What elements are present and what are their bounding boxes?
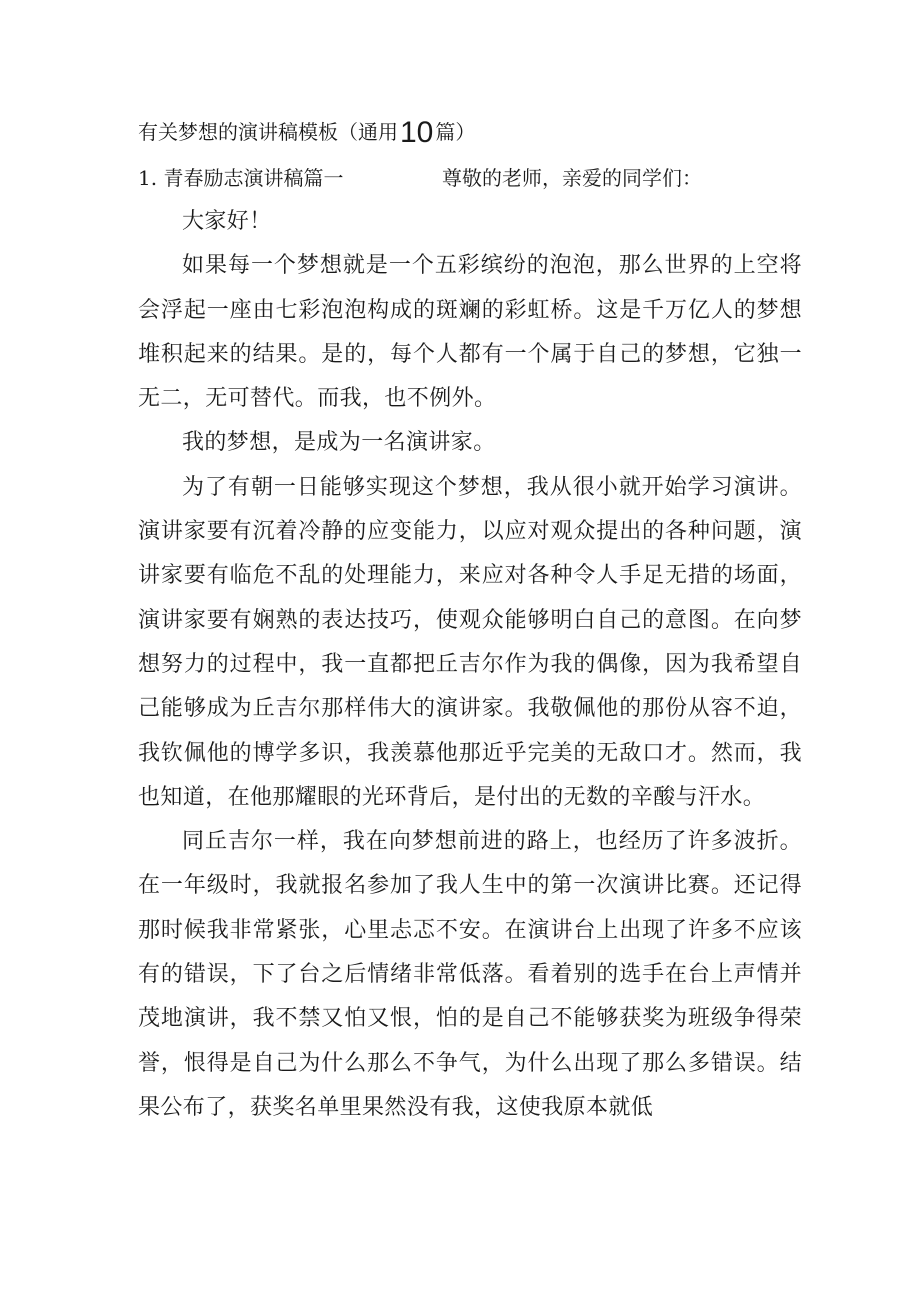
section-heading-line bbox=[138, 162, 702, 194]
title-suffix: 篇） bbox=[435, 120, 476, 144]
salutation: 尊敬的老师，亲爱的同学们： bbox=[442, 166, 702, 190]
paragraph-greeting: 大家好！ bbox=[182, 209, 272, 234]
section-heading: 1. 青春励志演讲稿篇一 bbox=[138, 166, 344, 190]
body-text bbox=[138, 200, 802, 1130]
paragraph-learning: 为了有朝一日能够实现这个梦想，我从很小就开始学习演讲。演讲家要有沉着冷静的应变能力，以应对观众提出的各种问题，演讲家要有临危不乱的处理能力，来应对各种令人手足无措的场面，演讲家要有娴熟的表达技巧，使观众能够明白自己的意图。在向梦想努力的过程中，我一直都把丘吉尔作为我的偶像，因为我希望自己能够成为丘吉尔那样伟大的演讲家。我敬佩他的那份从容不迫，我钦佩他的博学多识，我羡慕他那近乎完美的无敌口才。然而，我也知道，在他那耀眼的光环背后，是付出的无数的辛酸与汗水。 bbox=[138, 474, 802, 810]
paragraph-rainbow: 如果每一个梦想就是一个五彩缤纷的泡泡，那么世界的上空将会浮起一座由七彩泡泡构成的斑斓的彩虹桥。这是千万亿人的梦想堆积起来的结果。是的，每个人都有一个属于自己的梦想，它独一无二，无可替代。而我，也不例外。 bbox=[138, 253, 802, 412]
paragraph-struggle: 同丘吉尔一样，我在向梦想前进的路上，也经历了许多波折。在一年级时，我就报名参加了我人生中的第一次演讲比赛。还记得那时候我非常紧张，心里忐忑不安。在演讲台上出现了许多不应该有的错误，下了台之后情绪非常低落。看着别的选手在台上声情并茂地演讲，我不禁又怕又恨，怕的是自己不能够获奖为班级争得荣誉，恨得是自己为什么那么不争气，为什么出现了那么多错误。结果公布了，获奖名单里果然没有我，这使我原本就低 bbox=[138, 829, 802, 1120]
title-prefix: 有关梦想的演讲稿模板（通用 bbox=[138, 120, 398, 144]
title-number: 10 bbox=[400, 116, 434, 149]
document-title bbox=[138, 116, 475, 149]
paragraph-dream: 我的梦想，是成为一名演讲家。 bbox=[182, 430, 496, 456]
